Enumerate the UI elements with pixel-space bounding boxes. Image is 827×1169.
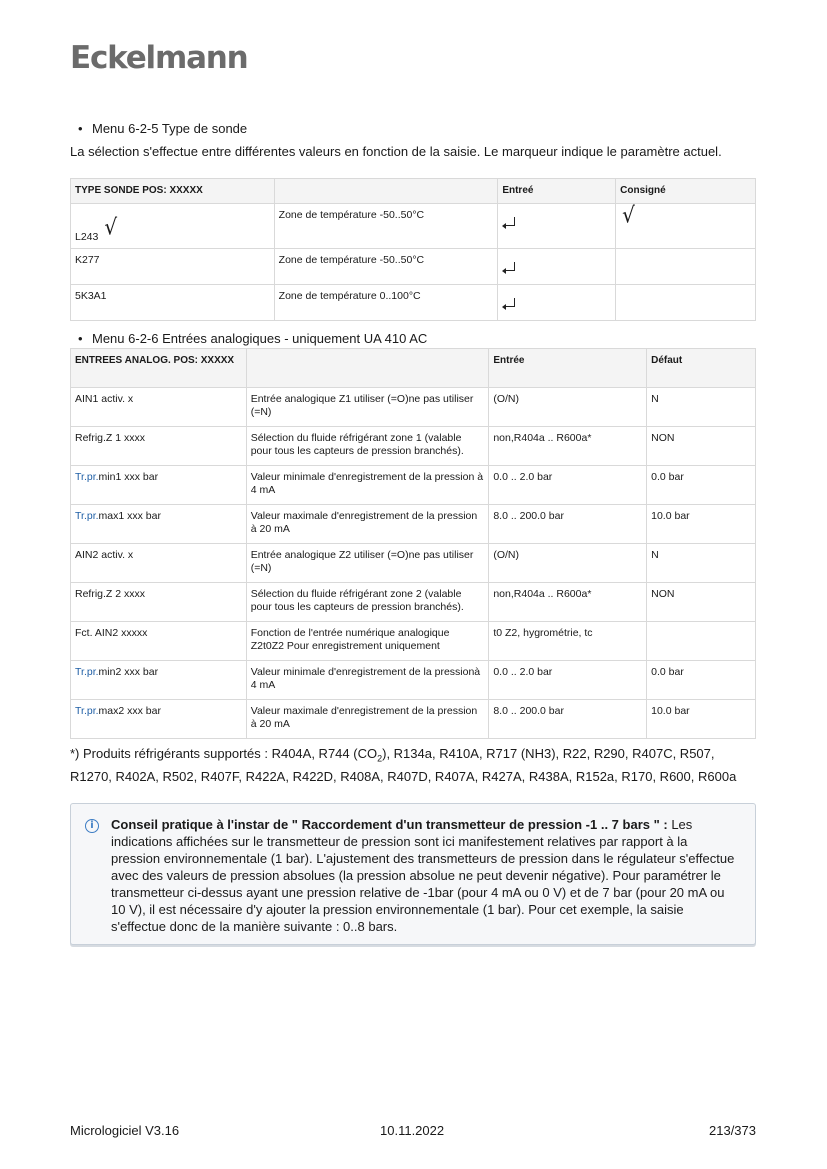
- parameter-name: AIN1 activ. x: [75, 393, 134, 405]
- table-row: [71, 505, 756, 544]
- probe-name: K277: [75, 254, 100, 266]
- input-range-cell: (O/N): [489, 388, 647, 427]
- table-row: [71, 700, 756, 739]
- description-cell: Valeur minimale d'enregistrement de la pressionà 4 mA: [246, 661, 489, 700]
- column-header: Entrée: [489, 349, 647, 388]
- section-description: La sélection s'effectue entre différentes valeurs en fonction de la saisie. Le marqueur indique le paramètre actuel.: [70, 144, 722, 159]
- footnote-text: *) Produits réfrigérants supportés : R404A, R744 (CO: [70, 746, 378, 761]
- description-cell: Fonction de l'entrée numérique analogique Z2t0Z2 Pour enregistrement uniquement: [246, 622, 489, 661]
- parameter-name: max1 xxx bar: [98, 510, 161, 522]
- default-value-cell: NON: [647, 427, 756, 466]
- enter-key-icon: [504, 262, 515, 271]
- table-row: [71, 622, 756, 661]
- description-cell: Valeur maximale d'enregistrement de la pression à 20 mA: [246, 700, 489, 739]
- table-row: [71, 249, 756, 285]
- bullet-dot: •: [78, 121, 83, 136]
- parameter-cell: [71, 505, 247, 544]
- setpoint-cell: [616, 201, 756, 249]
- description-cell: Sélection du fluide réfrigérant zone 2 (valable pour tous les capteurs de pression branchés).: [246, 583, 489, 622]
- input-range-cell: 0.0 .. 2.0 bar: [489, 661, 647, 700]
- probe-name-cell: [71, 285, 275, 321]
- default-value-cell: 0.0 bar: [647, 466, 756, 505]
- glossary-link[interactable]: Tr.pr.: [75, 666, 99, 678]
- column-header: [246, 349, 489, 388]
- parameter-cell: [71, 544, 247, 583]
- footer-date: 10.11.2022: [380, 1123, 445, 1138]
- input-range-cell: t0 Z2, hygrométrie, tc: [489, 622, 647, 661]
- tip-text: [111, 816, 739, 935]
- column-header: Entreé: [498, 179, 616, 204]
- probe-name: 5K3A1: [75, 290, 107, 302]
- parameter-name: Refrig.Z 1 xxxx: [75, 432, 146, 444]
- probe-name-cell: [71, 204, 275, 249]
- glossary-link[interactable]: Tr.pr.: [75, 705, 99, 717]
- description-cell: Valeur minimale d'enregistrement de la pression à 4 mA: [246, 466, 489, 505]
- table-header-row: [71, 349, 756, 388]
- probe-range-cell: Zone de température -50..50°C: [274, 249, 498, 285]
- glossary-link[interactable]: Tr.pr.: [75, 510, 99, 522]
- table-row: [71, 661, 756, 700]
- parameter-name: Fct. AIN2 xxxxx: [75, 627, 148, 639]
- table-row: [71, 388, 756, 427]
- column-header: Consigné: [616, 179, 756, 204]
- enter-cell: [498, 204, 616, 249]
- input-range-cell: (O/N): [489, 544, 647, 583]
- table-row: [71, 204, 756, 249]
- input-range-cell: 8.0 .. 200.0 bar: [489, 700, 647, 739]
- default-value-cell: N: [647, 388, 756, 427]
- parameter-cell: [71, 466, 247, 505]
- input-range-cell: 8.0 .. 200.0 bar: [489, 505, 647, 544]
- table-header-row: [71, 179, 756, 204]
- column-header: ENTREES ANALOG. POS: XXXXX: [71, 349, 247, 388]
- tip-callout: [70, 803, 756, 945]
- tip-title: Conseil pratique à l'instar de " Raccordement d'un transmetteur de pression -1 .. 7 bars " :: [111, 817, 668, 832]
- refrigerants-footnote: [70, 745, 756, 785]
- setpoint-cell: [616, 249, 756, 285]
- probe-type-table: [70, 178, 756, 321]
- parameter-name: min1 xxx bar: [98, 471, 159, 483]
- section-heading-label: Menu 6-2-5 Type de sonde: [92, 121, 248, 136]
- default-value-cell: [647, 622, 756, 661]
- default-value-cell: 0.0 bar: [647, 661, 756, 700]
- input-range-cell: 0.0 .. 2.0 bar: [489, 466, 647, 505]
- probe-range-cell: Zone de température 0..100°C: [274, 285, 498, 321]
- input-range-cell: non,R404a .. R600a*: [489, 427, 647, 466]
- table-row: [71, 427, 756, 466]
- default-value-cell: NON: [647, 583, 756, 622]
- enter-key-icon: [504, 298, 515, 307]
- table-row: [71, 285, 756, 321]
- enter-cell: [498, 249, 616, 285]
- column-header: [274, 179, 498, 204]
- input-range-cell: non,R404a .. R600a*: [489, 583, 647, 622]
- parameter-name: Refrig.Z 2 xxxx: [75, 588, 146, 600]
- parameter-name: AIN2 activ. x: [75, 549, 134, 561]
- parameter-cell: [71, 700, 247, 739]
- info-icon: i: [85, 819, 99, 833]
- description-cell: Entrée analogique Z2 utiliser (=O)ne pas utiliser (=N): [246, 544, 489, 583]
- probe-range-cell: Zone de température -50..50°C: [274, 204, 498, 249]
- section-heading-label: Menu 6-2-6 Entrées analogiques - uniquement UA 410 AC: [92, 331, 428, 346]
- description-cell: Sélection du fluide réfrigérant zone 1 (valable pour tous les capteurs de pression branchés).: [246, 427, 489, 466]
- setpoint-marker-icon: √: [622, 201, 635, 229]
- footnote-subscript: 2: [377, 753, 383, 764]
- description-cell: Entrée analogique Z1 utiliser (=O)ne pas utiliser (=N): [246, 388, 489, 427]
- table-row: [71, 544, 756, 583]
- bullet-dot: •: [78, 331, 83, 346]
- description-cell: Valeur maximale d'enregistrement de la pression à 20 mA: [246, 505, 489, 544]
- tip-body: Les indications affichées sur le transmetteur de pression sont ici manifestement relatives par rapport à la pression environnementale (1 bar). L'ajustement des transmetteurs de pression dans le régulateur s'effectue avec des valeurs de pression absolues (la pression absolue ne peut devenir négative). Pour paramétrer le transmetteur ci-dessus ayant une pression relative de -1bar (pour 4 mA ou 0 V) et de 7 bar (pour 20 mA ou 10 V), il est nécessaire d'y ajouter la pression environnementale (1 bar). Pour cet exemple, la saisie s'effectue donc de la manière suivante : 0..8 bars.: [111, 817, 735, 934]
- section-heading-analog-inputs: [78, 331, 427, 346]
- parameter-name: max2 xxx bar: [98, 705, 161, 717]
- parameter-cell: [71, 583, 247, 622]
- analog-inputs-table: [70, 348, 756, 739]
- glossary-link[interactable]: Tr.pr.: [75, 471, 99, 483]
- default-value-cell: 10.0 bar: [647, 700, 756, 739]
- footer-page-number: 213/373: [709, 1123, 756, 1138]
- probe-name-cell: [71, 249, 275, 285]
- parameter-cell: [71, 388, 247, 427]
- current-marker-icon: √: [104, 213, 118, 241]
- column-header: TYPE SONDE POS: XXXXX: [71, 179, 275, 204]
- parameter-cell: [71, 661, 247, 700]
- parameter-cell: [71, 622, 247, 661]
- parameter-cell: [71, 427, 247, 466]
- footer-firmware-version: Micrologiciel V3.16: [70, 1123, 180, 1138]
- probe-name: L243: [75, 231, 99, 243]
- section-heading-probe-type: [78, 121, 247, 136]
- setpoint-cell: [616, 285, 756, 321]
- enter-key-icon: [504, 217, 515, 226]
- enter-cell: [498, 285, 616, 321]
- footnote-text: ), R134a, R410A, R717 (NH3), R22, R290, R407C, R507, R1270, R402A, R502, R407F, R422A, R422D, R408A, R407D, R407A, R427A, R438A, R152a, R170, R600, R600a: [70, 746, 737, 784]
- table-row: [71, 583, 756, 622]
- parameter-name: min2 xxx bar: [98, 666, 159, 678]
- default-value-cell: 10.0 bar: [647, 505, 756, 544]
- company-logo: Eckelmann: [70, 40, 248, 76]
- column-header: Défaut: [647, 349, 756, 388]
- default-value-cell: N: [647, 544, 756, 583]
- table-row: [71, 466, 756, 505]
